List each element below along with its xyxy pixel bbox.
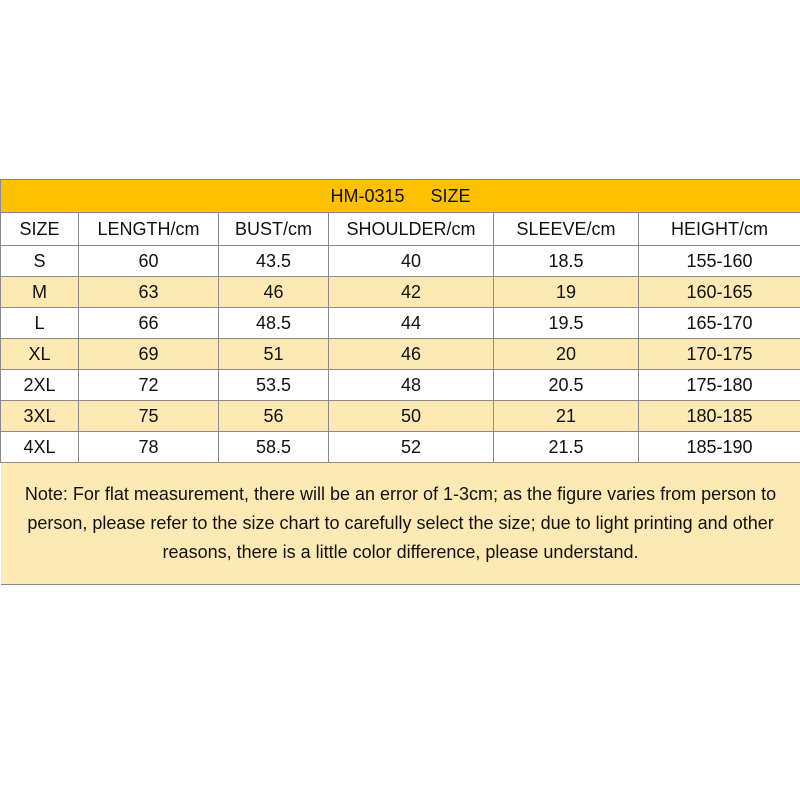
cell-length: 60 (79, 246, 219, 277)
note-row (1, 463, 800, 585)
cell-size: 4XL (1, 432, 79, 463)
cell-sleeve: 19 (494, 277, 639, 308)
cell-shoulder: 44 (329, 308, 494, 339)
cell-length: 72 (79, 370, 219, 401)
cell-length: 75 (79, 401, 219, 432)
cell-bust: 56 (219, 401, 329, 432)
cell-sleeve: 20.5 (494, 370, 639, 401)
cell-shoulder: 52 (329, 432, 494, 463)
cell-height: 170-175 (639, 339, 800, 370)
header-sleeve: SLEEVE/cm (494, 213, 639, 246)
table-row (1, 246, 800, 277)
header-shoulder: SHOULDER/cm (329, 213, 494, 246)
cell-length: 69 (79, 339, 219, 370)
header-row (1, 213, 800, 246)
table-row (1, 432, 800, 463)
cell-size: S (1, 246, 79, 277)
cell-bust: 43.5 (219, 246, 329, 277)
header-size: SIZE (1, 213, 79, 246)
cell-shoulder: 40 (329, 246, 494, 277)
cell-height: 160-165 (639, 277, 800, 308)
cell-height: 180-185 (639, 401, 800, 432)
cell-shoulder: 46 (329, 339, 494, 370)
cell-shoulder: 50 (329, 401, 494, 432)
table-row (1, 308, 800, 339)
cell-height: 175-180 (639, 370, 800, 401)
table-row (1, 401, 800, 432)
cell-size: XL (1, 339, 79, 370)
cell-bust: 48.5 (219, 308, 329, 339)
cell-bust: 58.5 (219, 432, 329, 463)
cell-size: 3XL (1, 401, 79, 432)
title-row (1, 180, 800, 213)
cell-height: 165-170 (639, 308, 800, 339)
cell-sleeve: 21.5 (494, 432, 639, 463)
cell-bust: 46 (219, 277, 329, 308)
cell-length: 63 (79, 277, 219, 308)
cell-sleeve: 21 (494, 401, 639, 432)
cell-length: 66 (79, 308, 219, 339)
cell-size: 2XL (1, 370, 79, 401)
table-row (1, 370, 800, 401)
cell-shoulder: 42 (329, 277, 494, 308)
cell-sleeve: 19.5 (494, 308, 639, 339)
table-row (1, 339, 800, 370)
cell-bust: 51 (219, 339, 329, 370)
cell-sleeve: 20 (494, 339, 639, 370)
cell-size: M (1, 277, 79, 308)
size-note: Note: For flat measurement, there will be an error of 1-3cm; as the figure varies from person to person, please refer to the size chart to carefully select the size; due to light printing and other reasons, there is a little color difference, please understand. (1, 463, 800, 585)
size-chart (0, 179, 800, 585)
cell-length: 78 (79, 432, 219, 463)
table-row (1, 277, 800, 308)
title-label: SIZE (430, 185, 471, 206)
header-bust: BUST/cm (219, 213, 329, 246)
cell-shoulder: 48 (329, 370, 494, 401)
table-title (1, 180, 800, 213)
cell-sleeve: 18.5 (494, 246, 639, 277)
cell-height: 185-190 (639, 432, 800, 463)
size-table (0, 179, 800, 585)
cell-size: L (1, 308, 79, 339)
cell-bust: 53.5 (219, 370, 329, 401)
cell-height: 155-160 (639, 246, 800, 277)
title-code: HM-0315 (330, 185, 405, 206)
header-length: LENGTH/cm (79, 213, 219, 246)
header-height: HEIGHT/cm (639, 213, 800, 246)
